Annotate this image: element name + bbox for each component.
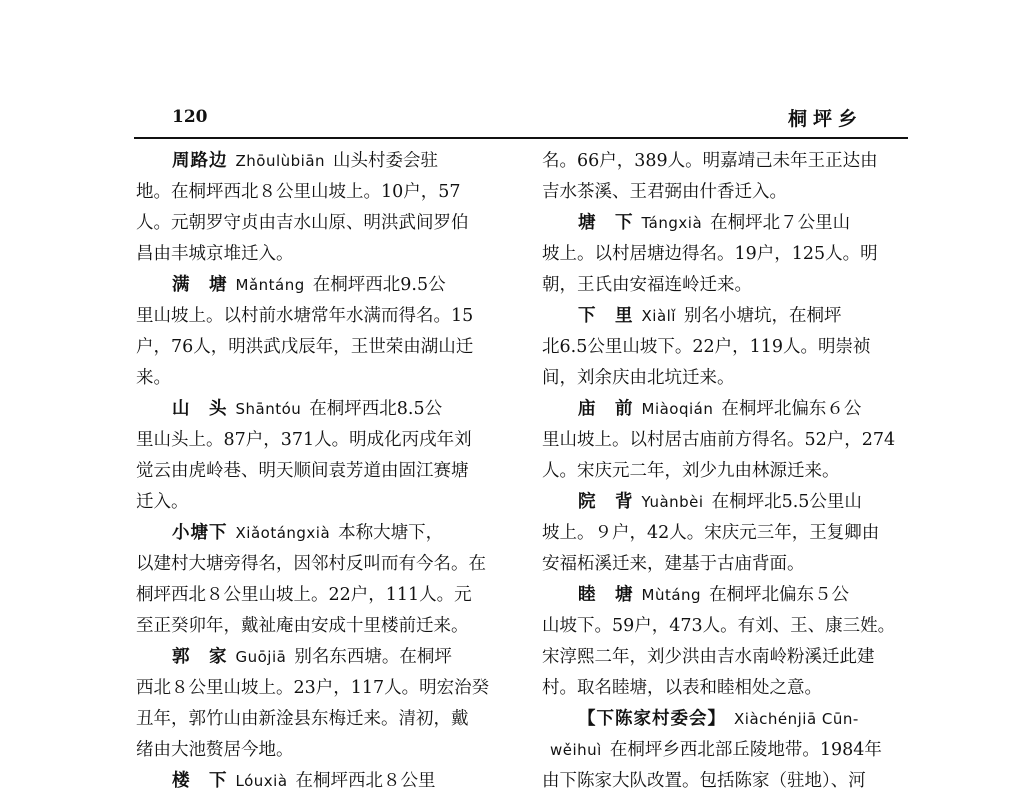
entry-text: 吉水茶溪、王君弼由什香迁入。 xyxy=(542,182,787,202)
text-line xyxy=(136,425,506,456)
entry-text: 在桐坪西北８公里 xyxy=(295,771,436,791)
text-line xyxy=(542,363,918,394)
entry-text: 觉云由虎岭巷、明天顺间袁芳道由固江赛塘 xyxy=(136,461,469,481)
text-line xyxy=(542,735,918,766)
entry-place-name: 小塘下 xyxy=(172,523,228,543)
entry-text: 宋淳熙二年，刘少洪由吉水南岭粉溪迁此建 xyxy=(542,647,875,667)
entry-text: 人。宋庆元二年，刘少九由林源迁来。 xyxy=(542,461,840,481)
entry-text: 在桐坪北７公里山 xyxy=(710,213,851,233)
entry-text: 地。在桐坪西北８公里山坡上。10户，57 xyxy=(136,182,461,202)
entry-place-name: 庙 前 xyxy=(578,399,634,419)
entry-text: 以建村大塘旁得名，因邻村反叫而有今名。在 xyxy=(136,554,486,574)
text-line xyxy=(542,518,918,549)
text-line xyxy=(542,456,918,487)
entry-text: 在桐坪北5.5公里山 xyxy=(711,492,862,512)
entry-text: 别名东西塘。在桐坪 xyxy=(294,647,452,667)
entry-heading-line xyxy=(136,642,506,673)
text-line xyxy=(542,549,918,580)
text-line xyxy=(136,332,506,363)
entry-pinyin: Shāntóu xyxy=(235,400,302,418)
entry-pinyin: Miàoqián xyxy=(641,400,714,418)
header-divider xyxy=(134,137,908,139)
text-line xyxy=(136,177,506,208)
page-number: 120 xyxy=(172,107,208,127)
entry-text: 安福柘溪迁来，建基于古庙背面。 xyxy=(542,554,805,574)
entry-heading-line xyxy=(136,146,506,177)
entry-pinyin: Xiàchénjiā Cūn- xyxy=(734,710,859,728)
entry-heading-line xyxy=(136,518,506,549)
entry-heading-line xyxy=(136,270,506,301)
entry-text: 来。 xyxy=(136,368,171,388)
entry-pinyin: Guōjiā xyxy=(235,648,287,666)
entry-place-name: 楼 下 xyxy=(172,771,228,791)
entry-text: 在桐坪北偏东５公 xyxy=(709,585,850,605)
entry-place-name: 院 背 xyxy=(578,492,634,512)
entry-place-name: 郭 家 xyxy=(172,647,228,667)
text-line xyxy=(136,208,506,239)
entry-text: 昌由丰城京堆迁入。 xyxy=(136,244,294,264)
text-line xyxy=(542,642,918,673)
entry-heading-line xyxy=(542,394,918,425)
entry-text: 在桐坪西北8.5公 xyxy=(309,399,443,419)
text-line xyxy=(542,146,918,177)
entry-text: 朝，王氏由安福连岭迁来。 xyxy=(542,275,752,295)
text-line xyxy=(136,239,506,270)
entry-place-name: 塘 下 xyxy=(578,213,634,233)
entry-heading-line xyxy=(542,487,918,518)
running-header-title: 桐坪乡 xyxy=(788,108,864,130)
entry-text: 丑年，郭竹山由新淦县东梅迁来。清初，戴 xyxy=(136,709,469,729)
text-line xyxy=(136,363,506,394)
entry-heading-line xyxy=(542,208,918,239)
entry-text: 户，76人，明洪武戊辰年，王世荣由湖山迁 xyxy=(136,337,474,357)
text-line xyxy=(136,673,506,704)
entry-text: 至正癸卯年，戴祉庵由安成十里楼前迁来。 xyxy=(136,616,469,636)
entry-pinyin: Mùtáng xyxy=(641,586,702,604)
entry-pinyin: Lóuxià xyxy=(235,772,288,790)
entry-text: 里山头上。87户，371人。明成化丙戌年刘 xyxy=(136,430,472,450)
entry-text: 北6.5公里山坡下。22户，119人。明崇祯 xyxy=(542,337,871,357)
text-line xyxy=(542,239,918,270)
entry-pinyin: Tángxià xyxy=(641,214,703,232)
entry-pinyin-continued: wěihuì xyxy=(550,741,602,759)
entry-text: 名。66户，389人。明嘉靖己未年王正达由 xyxy=(542,151,878,171)
text-line xyxy=(542,766,918,797)
text-line xyxy=(136,611,506,642)
entry-text: 迁入。 xyxy=(136,492,189,512)
entry-place-name: 【下陈家村委会】 xyxy=(578,709,726,729)
entry-text: 人。元朝罗守贞由吉水山原、明洪武间罗伯 xyxy=(136,213,469,233)
text-line xyxy=(136,487,506,518)
entry-text: 村。取名睦塘，以表和睦相处之意。 xyxy=(542,678,822,698)
entry-text: 在桐坪北偏东６公 xyxy=(721,399,862,419)
text-line xyxy=(542,425,918,456)
entry-text: 山坡下。59户，473人。有刘、王、康三姓。 xyxy=(542,616,896,636)
entry-heading-line xyxy=(542,704,918,735)
text-line xyxy=(136,549,506,580)
entry-text: 间，刘余庆由北坑迁来。 xyxy=(542,368,735,388)
entry-text: 别名小塘坑，在桐坪 xyxy=(683,306,842,326)
entry-text: 本称大塘下， xyxy=(338,523,444,543)
text-line xyxy=(136,456,506,487)
entry-text: 山头村委会驻 xyxy=(333,151,439,171)
entry-place-name: 周路边 xyxy=(172,151,228,171)
entry-place-name: 满 塘 xyxy=(172,275,228,295)
entry-heading-line xyxy=(542,301,918,332)
entry-place-name: 睦 塘 xyxy=(578,585,634,605)
text-line xyxy=(136,301,506,332)
entry-text: 绪由大池赘居今地。 xyxy=(136,740,294,760)
entry-text: 坡上。９户，42人。宋庆元三年，王复卿由 xyxy=(542,523,880,543)
entry-place-name: 山 头 xyxy=(172,399,228,419)
entry-pinyin: Zhōulùbiān xyxy=(235,152,326,170)
text-line xyxy=(542,611,918,642)
entry-heading-line xyxy=(136,766,506,797)
text-line xyxy=(542,270,918,301)
text-line xyxy=(136,580,506,611)
text-line xyxy=(542,177,918,208)
entry-text: 里山坡上。以村前水塘常年水满而得名。15 xyxy=(136,306,474,326)
entry-pinyin: Yuànbèi xyxy=(641,493,704,511)
entry-text: 在桐坪西北9.5公 xyxy=(312,275,446,295)
left-text-column xyxy=(136,146,506,797)
entry-text: 由下陈家大队改置。包括陈家（驻地）、河 xyxy=(542,771,866,791)
text-line xyxy=(136,704,506,735)
entry-heading-line xyxy=(136,394,506,425)
entry-text: 在桐坪乡西北部丘陵地带。1984年 xyxy=(609,740,882,760)
entry-place-name: 下 里 xyxy=(578,306,634,326)
entry-heading-line xyxy=(542,580,918,611)
text-line xyxy=(542,332,918,363)
text-line xyxy=(136,735,506,766)
entry-text: 桐坪西北８公里山坡上。22户，111人。元 xyxy=(136,585,472,605)
entry-pinyin: Xiàlǐ xyxy=(641,307,676,325)
entry-text: 里山坡上。以村居古庙前方得名。52户，274 xyxy=(542,430,896,450)
right-text-column xyxy=(542,146,918,797)
text-line xyxy=(542,673,918,704)
entry-text: 坡上。以村居塘边得名。19户，125人。明 xyxy=(542,244,878,264)
entry-pinyin: Xiǎotángxià xyxy=(235,524,331,542)
entry-pinyin: Mǎntáng xyxy=(235,276,305,294)
entry-text: 西北８公里山坡上。23户，117人。明宏治癸 xyxy=(136,678,490,698)
